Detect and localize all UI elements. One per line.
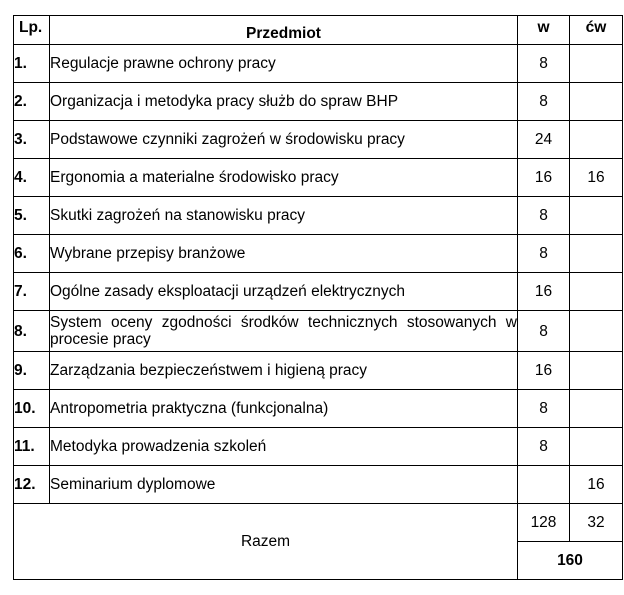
- table-row: [14, 428, 623, 466]
- row-lecture-hours: 8: [518, 197, 570, 235]
- header-cw: ćw: [570, 16, 623, 45]
- table-row: [14, 390, 623, 428]
- row-exercise-hours: [570, 352, 623, 390]
- row-number: 3.: [14, 121, 50, 159]
- row-subject: Skutki zagrożeń na stanowisku pracy: [50, 197, 518, 235]
- row-exercise-hours: [570, 311, 623, 352]
- row-number: 9.: [14, 352, 50, 390]
- row-exercise-hours: [570, 197, 623, 235]
- row-subject: Zarządzania bezpieczeństwem i higieną pracy: [50, 352, 518, 390]
- row-number: 11.: [14, 428, 50, 466]
- table-row: [14, 311, 623, 352]
- row-exercise-hours: 16: [570, 159, 623, 197]
- row-exercise-hours: 16: [570, 466, 623, 504]
- row-number: 1.: [14, 45, 50, 83]
- row-lecture-hours: 8: [518, 311, 570, 352]
- row-subject: Metodyka prowadzenia szkoleń: [50, 428, 518, 466]
- row-subject: Organizacja i metodyka pracy służb do spraw BHP: [50, 83, 518, 121]
- row-number: 5.: [14, 197, 50, 235]
- table-row: [14, 121, 623, 159]
- summary-row: [14, 504, 623, 542]
- table-header-row: [14, 16, 623, 45]
- row-subject: Podstawowe czynniki zagrożeń w środowisku pracy: [50, 121, 518, 159]
- summary-label: Razem: [14, 504, 518, 580]
- table-row: [14, 197, 623, 235]
- row-lecture-hours: 8: [518, 428, 570, 466]
- row-number: 10.: [14, 390, 50, 428]
- row-exercise-hours: [570, 121, 623, 159]
- table-row: [14, 273, 623, 311]
- row-lecture-hours: 8: [518, 45, 570, 83]
- header-w: w: [518, 16, 570, 45]
- row-number: 6.: [14, 235, 50, 273]
- row-subject: Ergonomia a materialne środowisko pracy: [50, 159, 518, 197]
- lecture-hours-total: 128: [518, 504, 570, 542]
- exercise-hours-total: 32: [570, 504, 623, 542]
- row-lecture-hours: 16: [518, 352, 570, 390]
- subjects-table: [13, 15, 623, 580]
- row-exercise-hours: [570, 235, 623, 273]
- row-exercise-hours: [570, 428, 623, 466]
- row-number: 4.: [14, 159, 50, 197]
- row-exercise-hours: [570, 390, 623, 428]
- row-subject: Antropometria praktyczna (funkcjonalna): [50, 390, 518, 428]
- row-number: 8.: [14, 311, 50, 352]
- table-row: [14, 466, 623, 504]
- table-row: [14, 235, 623, 273]
- row-number: 2.: [14, 83, 50, 121]
- header-lp: Lp.: [14, 16, 50, 45]
- table-row: [14, 83, 623, 121]
- table-row: [14, 159, 623, 197]
- row-subject: Seminarium dyplomowe: [50, 466, 518, 504]
- table-row: [14, 45, 623, 83]
- row-subject: Wybrane przepisy branżowe: [50, 235, 518, 273]
- row-exercise-hours: [570, 83, 623, 121]
- row-subject: System oceny zgodności środków technicznych stosowanych w procesie pracy: [50, 311, 518, 352]
- table-row: [14, 352, 623, 390]
- header-subject: Przedmiot: [50, 16, 518, 45]
- row-lecture-hours: 8: [518, 235, 570, 273]
- row-number: 7.: [14, 273, 50, 311]
- row-lecture-hours: [518, 466, 570, 504]
- row-exercise-hours: [570, 45, 623, 83]
- row-lecture-hours: 8: [518, 83, 570, 121]
- grand-total: 160: [518, 542, 623, 580]
- row-subject: Regulacje prawne ochrony pracy: [50, 45, 518, 83]
- row-number: 12.: [14, 466, 50, 504]
- row-subject: Ogólne zasady eksploatacji urządzeń elektrycznych: [50, 273, 518, 311]
- row-lecture-hours: 16: [518, 159, 570, 197]
- row-exercise-hours: [570, 273, 623, 311]
- row-lecture-hours: 16: [518, 273, 570, 311]
- row-lecture-hours: 24: [518, 121, 570, 159]
- row-lecture-hours: 8: [518, 390, 570, 428]
